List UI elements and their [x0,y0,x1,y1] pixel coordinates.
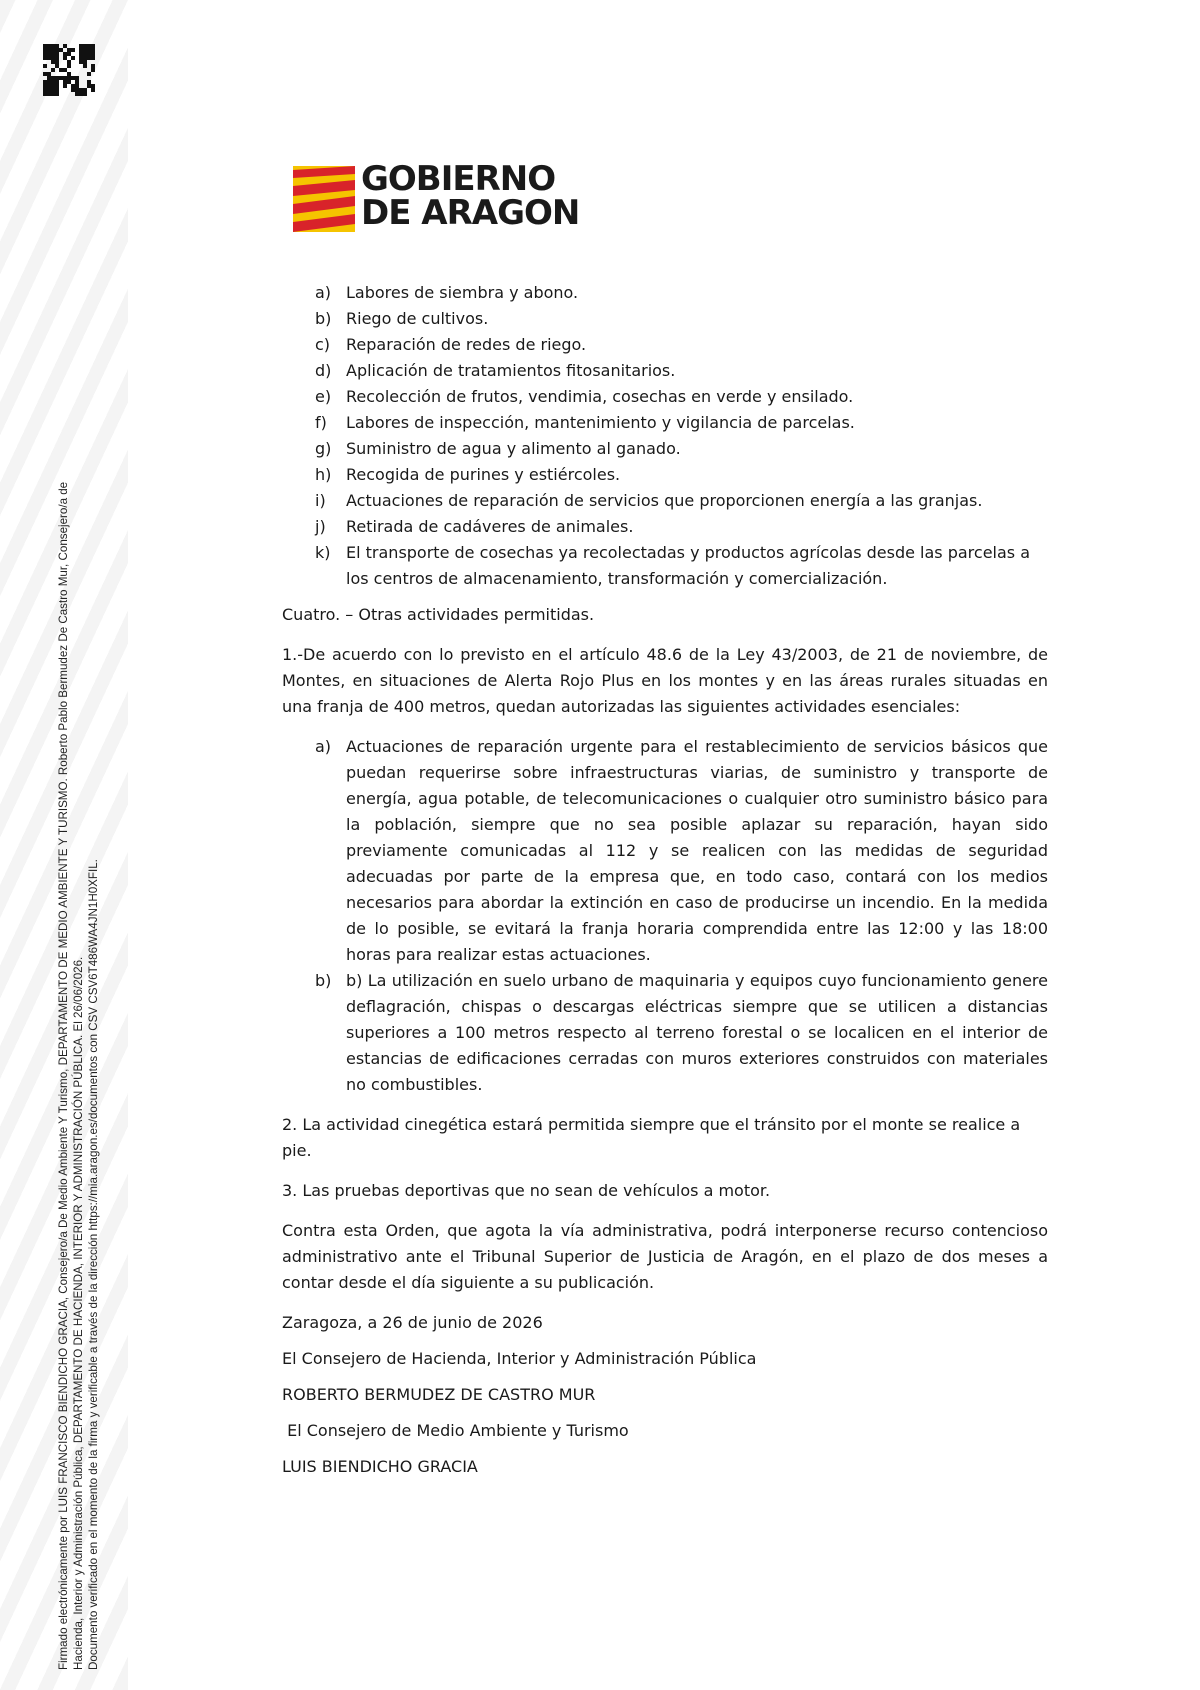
list-item [282,384,1048,410]
list-item-text: Actuaciones de reparación urgente para el restablecimiento de servicios básicos que puedan requerirse sobre infraestructuras viarias, de suministro y transporte de energía, agua potable, de telecomunicaciones o cualquier otro suministro básico para la población, siempre que no sea posible aplazar su reparación, hayan sido previamente comunicadas al 112 y se realicen con las medidas de seguridad adecuadas por parte de la empresa que, en todo caso, contará con los medios necesarios para abordar la extinción en caso de producirse un incendio. En la medida de lo posible, se evitará la franja horaria comprendida entre las 12:00 y las 18:00 horas para realizar estas actuaciones. [346,737,1048,964]
paragraph-appeal: Contra esta Orden, que agota la vía administrativa, podrá interponerse recurso contencioso administrativo ante el Tribunal Superior de Justicia de Aragón, en el plazo de dos meses a contar desde el día siguiente a su publicación. [282,1221,1048,1292]
list-item [282,306,1048,332]
aragon-flag-icon [293,166,355,232]
list-item-label: b) [315,309,332,328]
paragraph-montes-law: 1.-De acuerdo con lo previsto en el artículo 48.6 de la Ley 43/2003, de 21 de noviembre, de Montes, en situaciones de Alerta Rojo Plus en los montes y en las áreas rurales situadas en una franja de 400 metros, quedan autorizadas las siguientes actividades esenciales: [282,645,1048,716]
list-item-label: g) [315,439,332,458]
list-item-text: Suministro de agua y alimento al ganado. [346,439,681,458]
list-item [282,514,1048,540]
paragraph-hunting: 2. La actividad cinegética estará permitida siempre que el tránsito por el monte se realice a pie. [282,1115,1021,1160]
list-item-label: c) [315,335,331,354]
list-item-label: i) [315,491,326,510]
list-item [282,462,1048,488]
list-item-text: Retirada de cadáveres de animales. [346,517,634,536]
permitted-tasks-list [282,280,1048,592]
list-item-label: k) [315,543,331,562]
list-item-label: a) [315,283,332,302]
list-item-label: j) [315,517,326,536]
list-item-label: a) [315,737,332,756]
list-item [282,488,1048,514]
essential-activities-list [282,734,1048,1098]
document-body [282,280,1048,1480]
list-item-text: Labores de siembra y abono. [346,283,579,302]
list-item [282,280,1048,306]
logo-line-1: GOBIERNO [361,159,556,199]
list-item-label: d) [315,361,332,380]
list-item-label: b) [315,971,332,990]
signer-1-title: El Consejero de Hacienda, Interior y Administración Pública [282,1349,757,1368]
list-item [282,358,1048,384]
list-item-text: Aplicación de tratamientos fitosanitarios. [346,361,676,380]
signature-line-2: Hacienda, Interior y Administración Pública, DEPARTAMENTO DE HACIENDA, INTERIOR Y ADMINISTRACIÓN PÚBLICA. El 26/06/2026. [72,956,85,1670]
place-date: Zaragoza, a 26 de junio de 2026 [282,1313,543,1332]
qr-code-icon[interactable] [43,44,95,96]
list-item-text: Riego de cultivos. [346,309,489,328]
list-item-text: Recogida de purines y estiércoles. [346,465,621,484]
list-item-text: b) La utilización en suelo urbano de maquinaria y equipos cuyo funcionamiento genere deflagración, chispas o descargas eléctricas siempre que se utilicen a distancias superiores a 100 metros respecto al terreno forestal o se localicen en el interior de estancias de edificaciones cerradas con muros exteriores construidos con materiales no combustibles. [346,971,1048,1094]
signer-2-title: El Consejero de Medio Ambiente y Turismo [282,1421,629,1440]
list-item [282,332,1048,358]
list-item-text: Labores de inspección, mantenimiento y vigilancia de parcelas. [346,413,855,432]
logo-line-2: DE ARAGON [361,193,580,233]
list-item-text: Recolección de frutos, vendimia, cosechas en verde y ensilado. [346,387,854,406]
list-item-label: f) [315,413,327,432]
signer-2-name: LUIS BIENDICHO GRACIA [282,1457,478,1476]
electronic-signature-notice [56,200,101,1670]
signer-1-name: ROBERTO BERMUDEZ DE CASTRO MUR [282,1385,596,1404]
logo-wordmark [361,159,580,233]
list-item-label: e) [315,387,332,406]
list-item [282,540,1048,592]
list-item-text: Reparación de redes de riego. [346,335,587,354]
list-item [282,410,1048,436]
verification-line: Documento verificado en el momento de la firma y verificable a través de la dirección https://mia.aragon.es/documentos con CSV CSV6T486WA4JN1H0XFIL. [87,859,100,1670]
list-item [282,968,1048,1098]
list-item-text: Actuaciones de reparación de servicios que proporcionen energía a las granjas. [346,491,983,510]
list-item-text: El transporte de cosechas ya recolectadas y productos agrícolas desde las parcelas a los centros de almacenamiento, transformación y comercialización. [346,543,1031,588]
list-item-label: h) [315,465,332,484]
paragraph-sports: 3. Las pruebas deportivas que no sean de vehículos a motor. [282,1181,771,1200]
list-item [282,436,1048,462]
section-heading: Cuatro. – Otras actividades permitidas. [282,605,595,624]
signature-line-1: Firmado electrónicamente por LUIS FRANCISCO BIENDICHO GRACIA, Consejero/a De Medio Ambiente Y Turismo, DEPARTAMENTO DE MEDIO AMBIENTE Y TURISMO. Roberto Pablo Bermudez De Castro Mur, Consejero/a de [57,481,70,1670]
list-item [282,734,1048,968]
